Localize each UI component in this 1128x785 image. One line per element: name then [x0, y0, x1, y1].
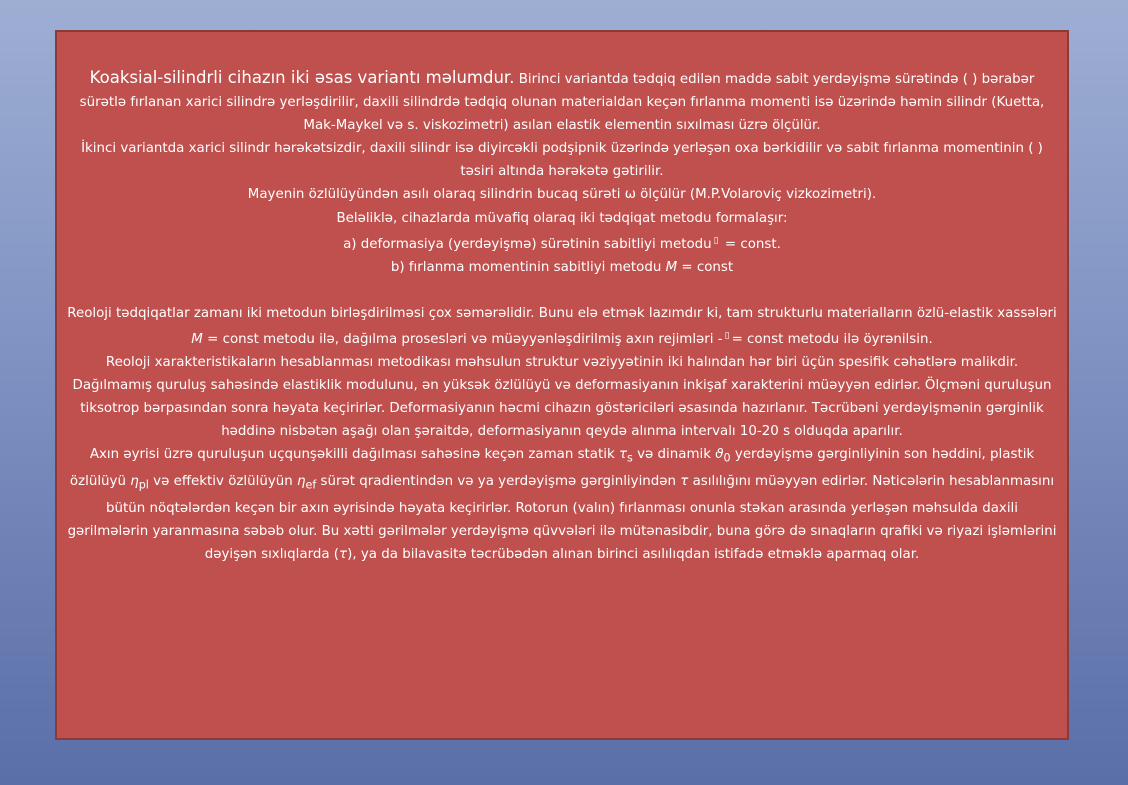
tau-symbol: τ [618, 447, 628, 463]
paragraph-second-variant: İkinci variantda xarici silindr hərəkətsizdir, daxili silindr isə diyircəkli podşipnik üzərində yerləşən oxa bərkidilir və sabit fırlanma momentinin ( ) təsiri altında hərəkətə gətirilir. [81, 141, 1043, 180]
flow-text-3: yerdəyişmə gərginliyinin son həddini, plastik özlülüyü [69, 447, 1035, 490]
flow-text-1: Axın əyrisi üzrə quruluşun uçqunşəkilli dağılması sahəsinə keçən zaman statik [89, 447, 619, 463]
method-item-a [65, 230, 1059, 256]
eta-symbol: η [130, 474, 139, 490]
combination-text-3: = const metodu ilə öyrənilsin. [731, 331, 933, 347]
tau-symbol: τ [680, 474, 689, 490]
method-item-b [65, 256, 1059, 279]
slide-text-box [55, 30, 1069, 740]
flow-text-4: və effektiv özlülüyün [148, 474, 297, 490]
theta-subscript: 0 [723, 452, 731, 466]
paragraph-combination [65, 302, 1059, 351]
combination-text-1: Reoloji tədqiqatlar zamanı iki metodun birləşdirilməsi çox səmərəlidir. Bunu elə etmək lazımdır ki, tam strukturlu materialların özlü-elastik xassələri [67, 305, 1057, 321]
missing-glyph-icon: ▯ [724, 330, 730, 341]
method-b-const: = const [677, 259, 734, 275]
theta-symbol: ϑ [715, 447, 724, 463]
flow-text-2: və dinamik [632, 447, 716, 463]
paragraph-flow-curve [65, 443, 1059, 566]
tau-subscript: s [627, 452, 633, 466]
paragraph-undamaged-structure: Dağılmamış quruluş sahəsində elastiklik modulunu, ən yüksək özlülüyü və deformasiyanın inkişaf xarakterini müəyyən edirlər. Ölçməni quruluşun tiksotrop bərpasından sonra həyata keçirirlər. Deformasiyanın həcmi cihazın göstəriciləri əsasında hazırlanır. Təcrübəni yerdəyişmənin gərginlik həddinə nisbətən aşağı olan şəraitdə, deformasiyanın qeydə alınma intervalı 10-20 s olduqda aparılır. [72, 378, 1052, 440]
document-body [65, 66, 1059, 566]
combination-variable: M [191, 331, 203, 347]
paragraph-methodology: Reoloji xarakteristikaların hesablanması metodikası məhsulun struktur vəziyyətinin iki halından hər biri üçün spesifik cəhətlərə malikdir. [105, 355, 1019, 371]
method-a-const: = const. [724, 236, 781, 252]
intro-heading: Koaksial-silindrli cihazın iki əsas variantı məlumdur. [89, 68, 515, 87]
method-b-text: b) fırlanma momentinin sabitliyi metodu [390, 259, 666, 275]
tau-symbol: τ [339, 547, 348, 563]
eta-symbol: η [296, 474, 306, 490]
flow-text-6: asılılığını müəyyən edirlər. Nəticələrin hesablanmasını bütün nöqtələrdən keçən bir axın əyrisində həyata keçirirlər. Rotorun (valın) fırlanması onunla stəkan arasında yerləşən məhsulda daxili gərilmələrin yaranmasına səbəb olur. Bu xətti gərilmələr yerdəyişmə qüvvələri ilə mütənasibdir, buna görə də sınaqların qrafiki və riyazi işləmlərini dəyişən sıxlıqlarda ( [67, 474, 1057, 563]
paragraph-spacer [65, 279, 1059, 302]
paragraph-intro [65, 66, 1059, 137]
flow-text-5: sürət qradientindən və ya yerdəyişmə gərginliyindən [316, 474, 681, 490]
flow-text-7: ), ya da bilavasitə təcrübədən alınan birinci asılılıqdan istifadə etməklə aparmaq olar. [347, 547, 920, 563]
missing-glyph-icon: ▯ [713, 235, 719, 246]
method-b-variable: M [665, 259, 678, 275]
method-a-text: a) deformasiya (yerdəyişmə) sürətinin sabitliyi metodu [343, 236, 712, 252]
combination-text-2: = const metodu ilə, dağılma prosesləri və müəyyənləşdirilmiş axın rejimləri - [202, 331, 723, 347]
intro-text: Birinci variantda tədqiq edilən maddə sabit yerdəyişmə sürətində ( ) bərabər sürətlə fırlanan xarici silindrə yerləşdirilir, daxili silindrdə tədqiq olunan materialdan keçən fırlanma momenti isə üzərində həmin silindr (Kuetta, Mak-Maykel və s. viskozimetri) asılan elastik elementin sıxılması üzrə ölçülür. [79, 72, 1045, 134]
eta-pl-subscript: pl [138, 478, 149, 492]
paragraph-viscosity: Mayenin özlülüyündən asılı olaraq silindrin bucaq sürəti ω ölçülür (M.P.Volaroviç vizkozimetri). [247, 187, 877, 203]
eta-ef-subscript: ef [305, 478, 317, 492]
paragraph-methods: Beləliklə, cihazlarda müvafiq olaraq iki tədqiqat metodu formalaşır: [336, 210, 788, 226]
